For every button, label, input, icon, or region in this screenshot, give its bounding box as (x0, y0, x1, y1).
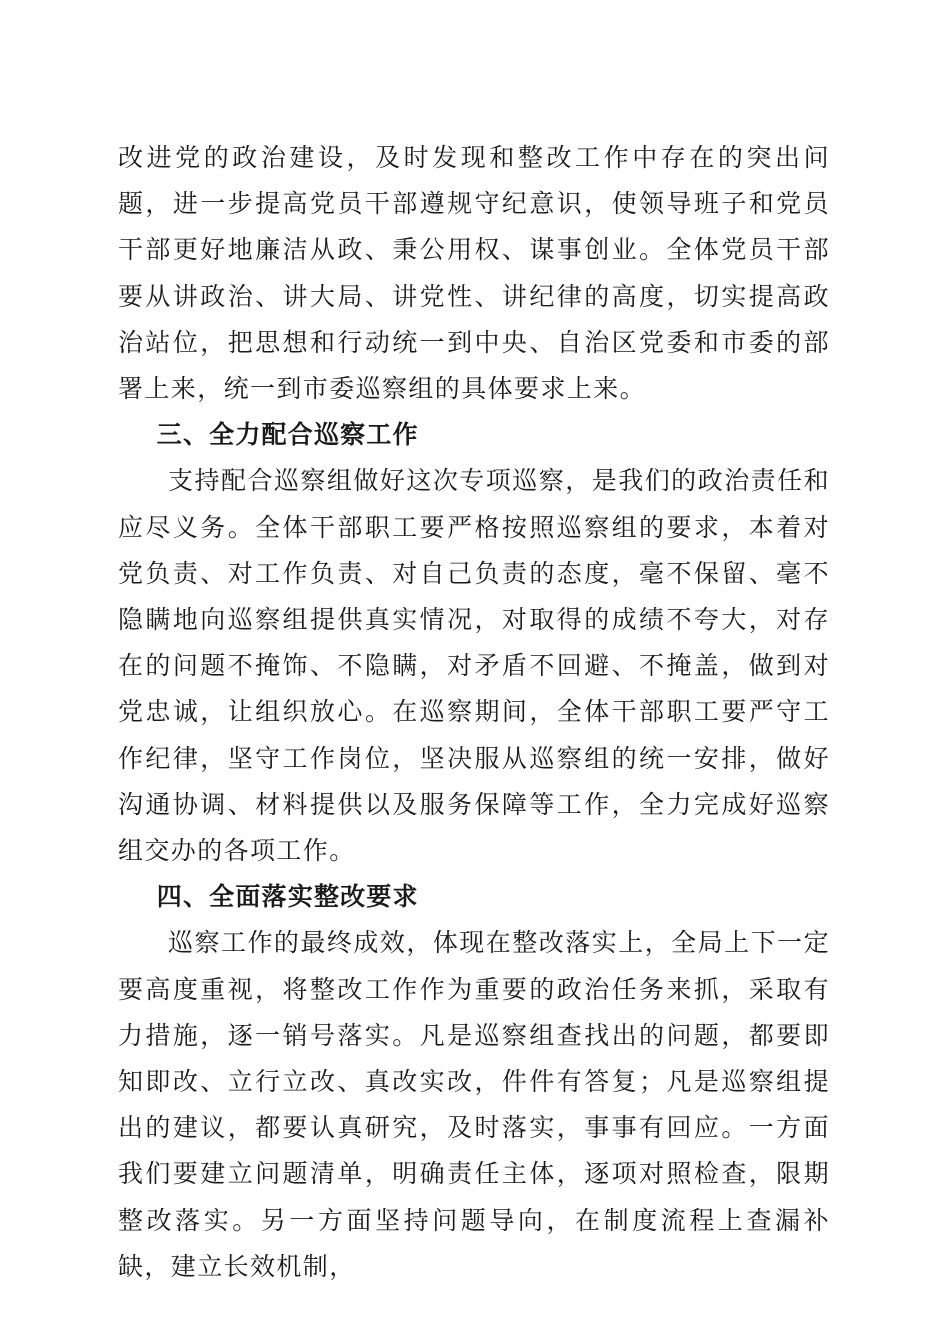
paragraph-continuation: 改进党的政治建设，及时发现和整改工作中存在的突出问题，进一步提高党员干部遵规守纪意识，使领导班子和党员干部更好地廉洁从政、秉公用权、谋事创业。全体党员干部要从讲政治、讲大局、讲党性、讲纪律的高度，切实提高政治站位，把思想和行动统一到中央、自治区党委和市委的部署上来，统一到市委巡察组的具体要求上来。 (118, 143, 830, 404)
paragraph-rectification: 巡察工作的最终成效，体现在整改落实上，全局上下一定要高度重视，将整改工作作为重要的政治任务来抓，采取有力措施，逐一销号落实。凡是巡察组查找出的问题，都要即知即改、立行立改、真改实改，件件有答复；凡是巡察组提出的建议，都要认真研究，及时落实，事事有回应。一方面我们要建立问题清单，明确责任主体，逐项对照检查，限期整改落实。另一方面坚持问题导向，在制度流程上查漏补缺，建立长效机制， (118, 928, 830, 1281)
section-heading-3: 三、全力配合巡察工作 (156, 420, 419, 450)
paragraph-cooperate-inspection: 支持配合巡察组做好这次专项巡察，是我们的政治责任和应尽义务。全体干部职工要严格按照巡察组的要求，本着对党负责、对工作负责、对自己负责的态度，毫不保留、毫不隐瞒地向巡察组提供真实情况，对取得的成绩不夸大，对存在的问题不掩饰、不隐瞒，对矛盾不回避、不掩盖，做到对党忠诚，让组织放心。在巡察期间，全体干部职工要严守工作纪律，坚守工作岗位，坚决服从巡察组的统一安排，做好沟通协调、材料提供以及服务保障等工作，全力完成好巡察组交办的各项工作。 (118, 466, 830, 866)
document-body (118, 135, 830, 1290)
section-heading-4: 四、全面落实整改要求 (156, 882, 419, 912)
